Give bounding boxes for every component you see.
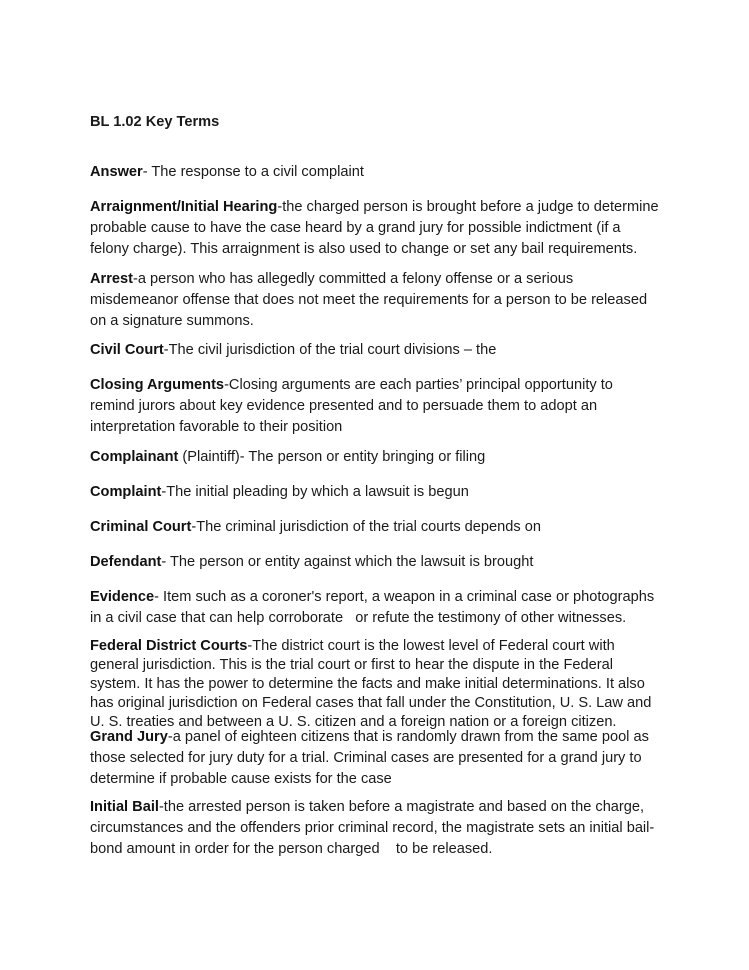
term-definition-text: -Closing arguments are each parties’ principal opportunity to (224, 377, 613, 393)
term-entry (90, 482, 469, 503)
term-line (90, 375, 613, 396)
term-entry (90, 162, 364, 183)
term-definition-text: felony charge). This arraignment is also used to change or set any bail requirements. (90, 241, 638, 257)
term-line (90, 396, 613, 417)
term-definition-text: - The response to a civil complaint (142, 164, 364, 180)
term-definition-text: those selected for jury duty for a trial. Criminal cases are presented for a grand jury to (90, 750, 642, 766)
term-name: Grand Jury (90, 729, 168, 745)
term-definition-text: - Item such as a coroner's report, a weapon in a criminal case or photographs (154, 589, 655, 605)
term-line (90, 218, 659, 239)
term-line (90, 818, 654, 839)
term-entry (90, 447, 485, 468)
term-definition-text: -The district court is the lowest level of Federal court with (247, 638, 615, 654)
term-name: Evidence (90, 589, 155, 605)
term-name: Answer (90, 164, 143, 180)
term-definition-text: -a panel of eighteen citizens that is randomly drawn from the same pool as (167, 729, 649, 745)
term-name: Arraignment/Initial Hearing (90, 199, 278, 215)
term-line (90, 239, 659, 260)
term-name: Arrest (90, 271, 133, 287)
term-line (90, 587, 654, 608)
term-entry (90, 197, 659, 260)
term-line (90, 447, 485, 468)
document-title: BL 1.02 Key Terms (90, 114, 220, 130)
term-definition-text: -the arrested person is taken before a magistrate and based on the charge, (158, 799, 645, 815)
term-line (90, 340, 496, 361)
term-definition-text: in a civil case that can help corroborate or refute the testimony of other witnesses. (90, 610, 627, 626)
term-name: Civil Court (90, 342, 164, 358)
term-definition-text: -a person who has allegedly committed a felony offense or a serious (133, 271, 574, 287)
term-name: Complainant (90, 449, 179, 465)
term-line (90, 311, 647, 332)
term-name: Closing Arguments (90, 377, 225, 393)
term-line (90, 269, 647, 290)
term-entry (90, 587, 654, 629)
term-line (90, 839, 654, 860)
term-definition-text: (Plaintiff)- The person or entity bringing or filing (178, 449, 486, 465)
term-definition-text: on a signature summons. (90, 313, 254, 329)
term-definition-text: determine if probable cause exists for the case (90, 771, 392, 787)
term-line (90, 727, 649, 748)
term-entry (90, 727, 649, 790)
term-definition-text: misdemeanor offense that does not meet the requirements for a person to be released (90, 292, 648, 308)
term-entry (90, 637, 651, 732)
term-line (90, 290, 647, 311)
term-definition-text: bond amount in order for the person charged to be released. (90, 841, 493, 857)
term-entry (90, 797, 654, 860)
term-name: Defendant (90, 554, 162, 570)
term-line (90, 769, 649, 790)
term-name: Initial Bail (90, 799, 159, 815)
term-definition-text: -The civil jurisdiction of the trial court divisions – the (163, 342, 497, 358)
term-line (90, 748, 649, 769)
term-line (90, 608, 654, 629)
term-entry (90, 375, 613, 438)
term-definition-text: interpretation favorable to their position (90, 419, 343, 435)
term-line (90, 417, 613, 438)
term-definition-text: -The criminal jurisdiction of the trial courts depends on (191, 519, 541, 535)
term-line (90, 694, 651, 713)
term-line (90, 517, 541, 538)
term-name: Complaint (90, 484, 162, 500)
term-line (90, 197, 659, 218)
term-definition-text: -The initial pleading by which a lawsuit is begun (161, 484, 469, 500)
term-definition-text: circumstances and the offenders prior criminal record, the magistrate sets an initial bail- (90, 820, 655, 836)
term-entry (90, 269, 647, 332)
term-line (90, 482, 469, 503)
term-definition-text: remind jurors about key evidence presented and to persuade them to adopt an (90, 398, 598, 414)
term-definition-text: - The person or entity against which the lawsuit is brought (161, 554, 534, 570)
term-name: Federal District Courts (90, 638, 248, 654)
term-entry (90, 340, 496, 361)
term-definition-text: U. S. treaties and between a U. S. citizen and a foreign nation or a foreign citizen. (90, 714, 617, 730)
term-definition-text: -the charged person is brought before a judge to determine (277, 199, 659, 215)
term-definition-text: has original jurisdiction on Federal cases that fall under the Constitution, U. S. Law and (90, 695, 652, 711)
term-line (90, 675, 651, 694)
term-line (90, 656, 651, 675)
term-line (90, 552, 533, 573)
term-line (90, 637, 651, 656)
term-name: Criminal Court (90, 519, 192, 535)
term-definition-text: probable cause to have the case heard by a grand jury for possible indictment (if a (90, 220, 621, 236)
term-line (90, 162, 364, 183)
term-line (90, 797, 654, 818)
term-entry (90, 517, 541, 538)
term-entry (90, 552, 533, 573)
term-definition-text: system. It has the power to determine the facts and make initial determinations. It also (90, 676, 645, 692)
term-definition-text: general jurisdiction. This is the trial court or first to hear the dispute in the Federal (90, 657, 613, 673)
